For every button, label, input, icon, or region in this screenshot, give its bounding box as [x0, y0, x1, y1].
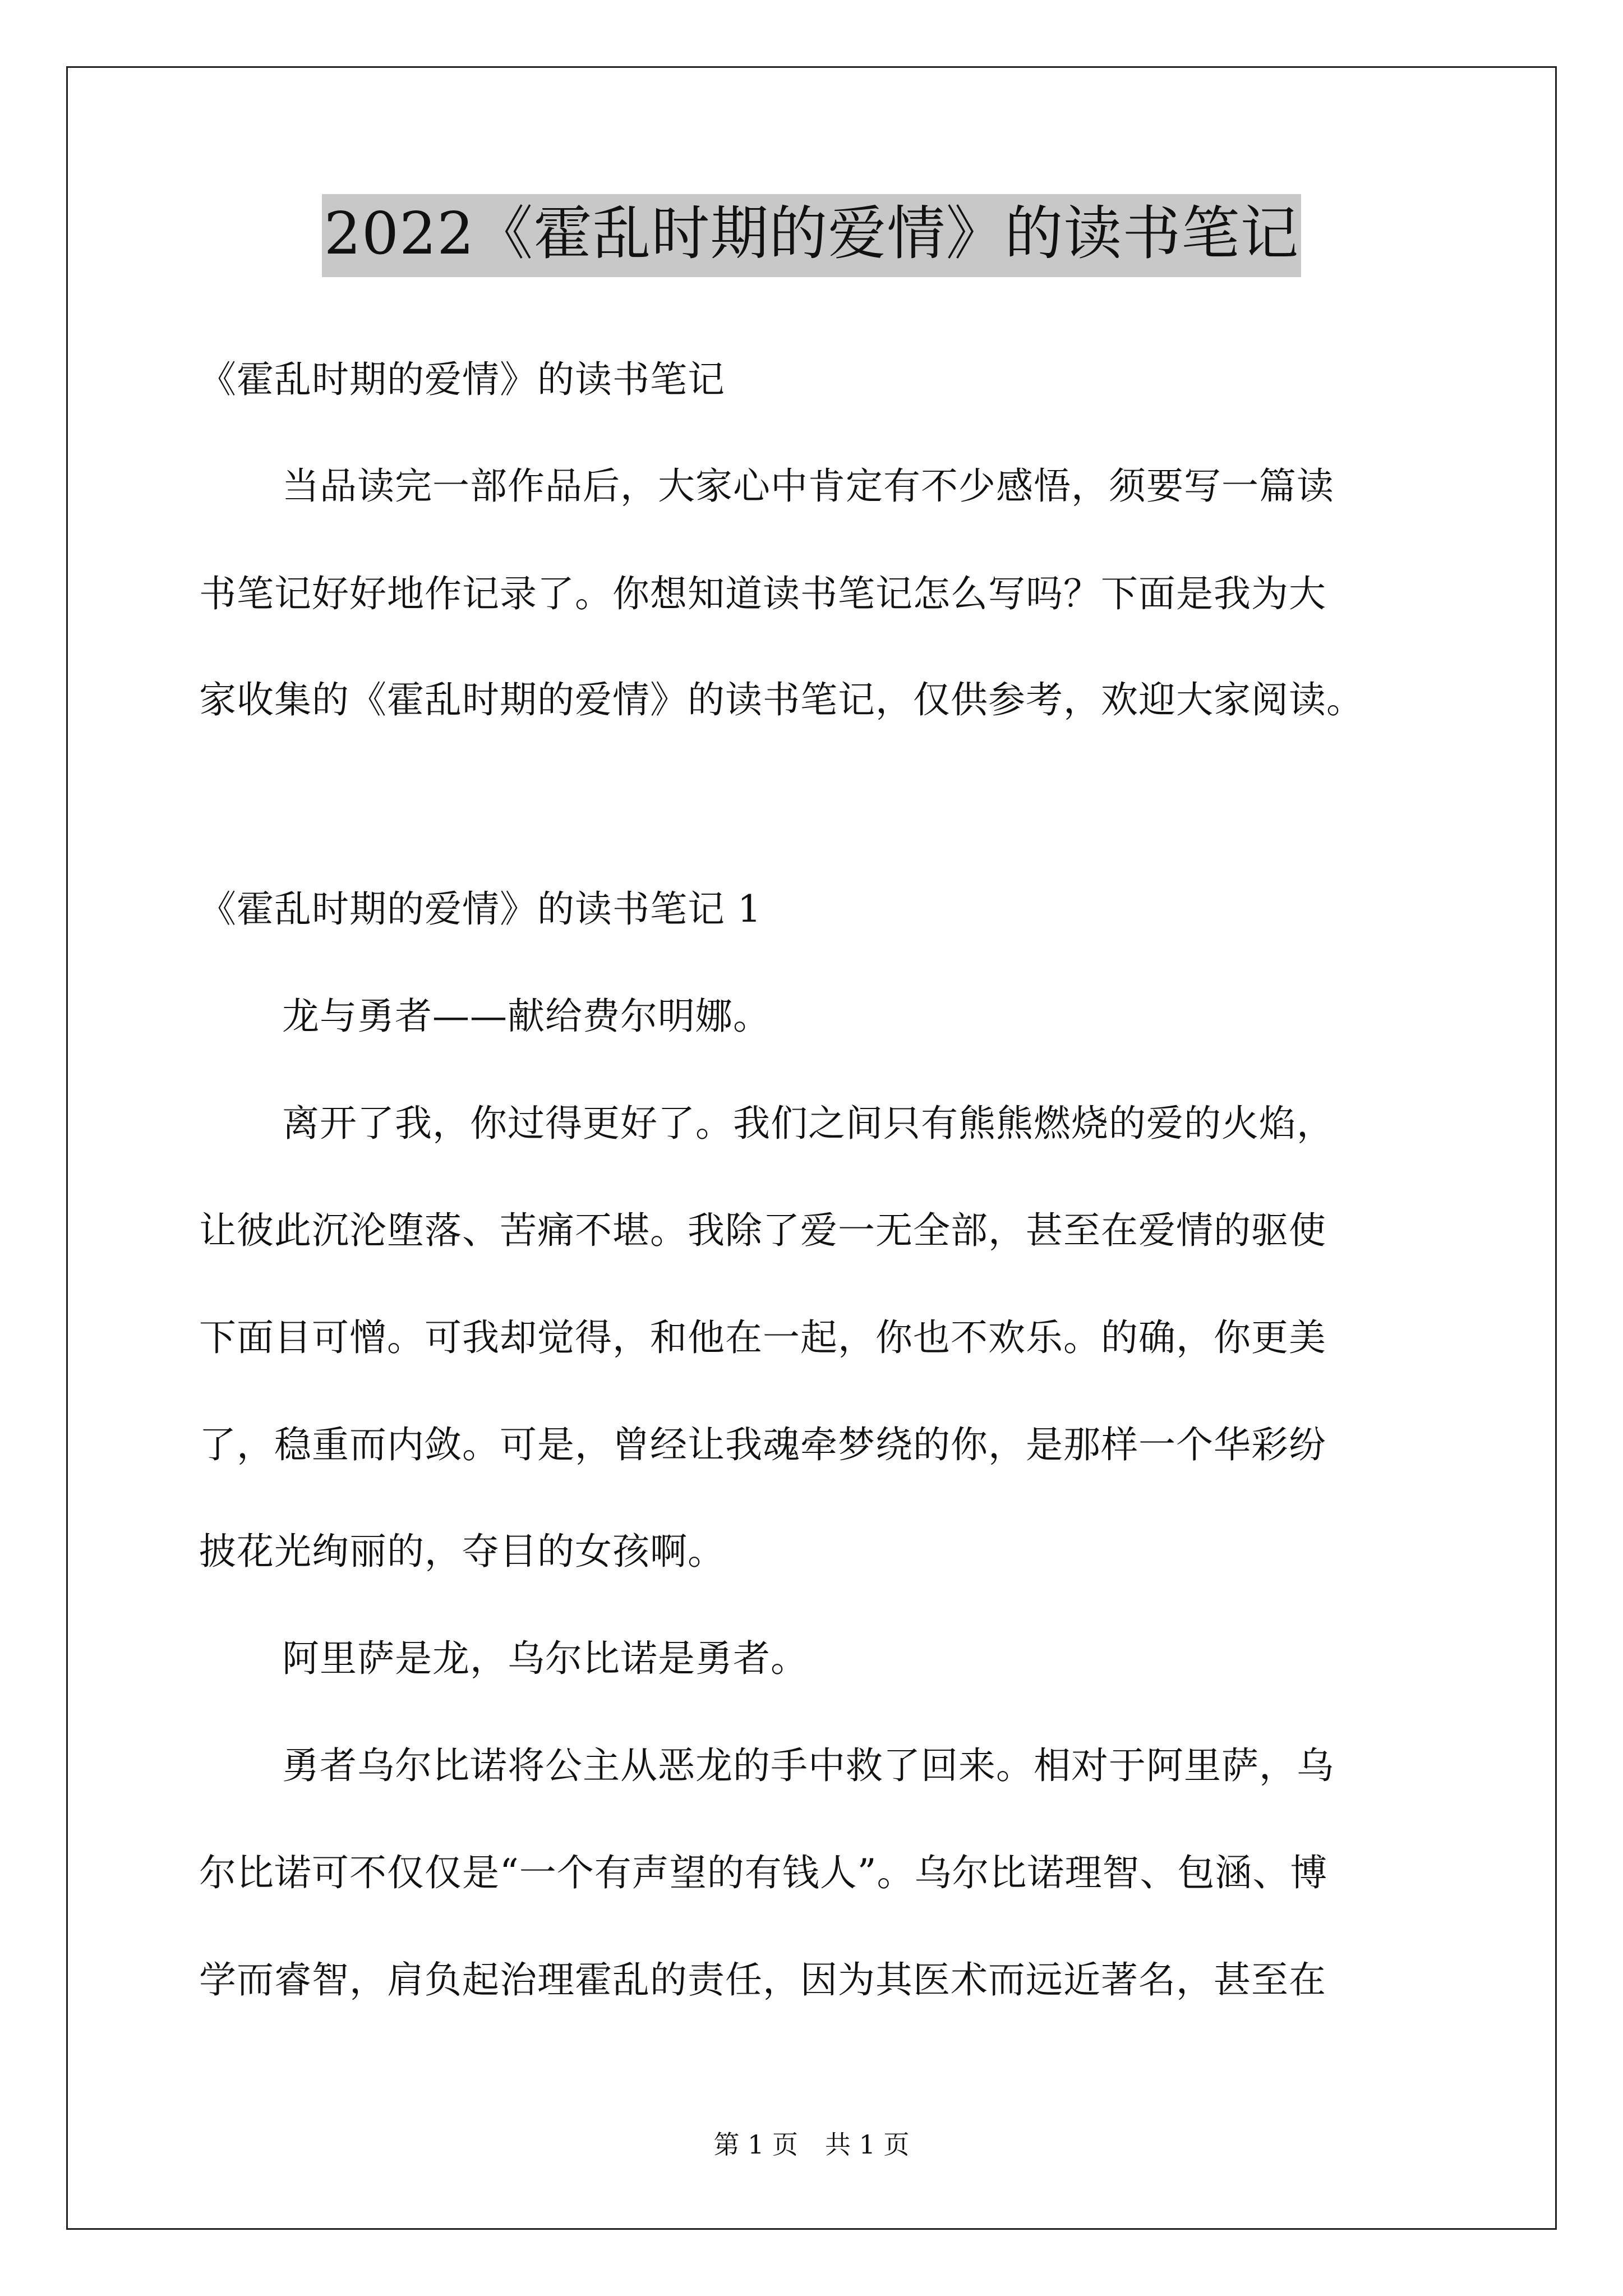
body-line: 披花光绚丽的，夺目的女孩啊。 [199, 1530, 725, 1573]
body-line: 让彼此沉沦堕落、苦痛不堪。我除了爱一无全部，甚至在爱情的驱使 [199, 1209, 1326, 1252]
page-footer [0, 2128, 1623, 2161]
page-total: 共 1 页 [825, 2129, 910, 2160]
body-line: 学而睿智，肩负起治理霍乱的责任，因为其医术而远近著名，甚至在 [199, 1958, 1326, 2001]
body-line: 龙与勇者——献给费尔明娜。 [282, 995, 771, 1038]
section-heading: 《霍乱时期的爱情》的读书笔记 1 [199, 887, 762, 931]
body-line: 当品读完一部作品后，大家心中肯定有不少感悟，须要写一篇读 [282, 464, 1334, 508]
body-line: 家收集的《霍乱时期的爱情》的读书笔记，仅供参考，欢迎大家阅读。 [199, 678, 1364, 721]
body-line: 离开了我，你过得更好了。我们之间只有熊熊燃烧的爱的火焰， [282, 1102, 1334, 1145]
body-line: 勇者乌尔比诺将公主从恶龙的手中救了回来。相对于阿里萨，乌 [282, 1744, 1334, 1787]
subtitle-line: 《霍乱时期的爱情》的读书笔记 [199, 358, 725, 401]
body-line: 下面目可憎。可我却觉得，和他在一起，你也不欢乐。的确，你更美 [199, 1316, 1326, 1359]
body-line: 书笔记好好地作记录了。你想知道读书笔记怎么写吗？下面是我为大 [199, 572, 1326, 615]
title-container [0, 194, 1623, 277]
body-line: 尔比诺可不仅仅是“一个有声望的有钱人”。乌尔比诺理智、包涵、博 [199, 1851, 1328, 1894]
page-number: 第 1 页 [713, 2129, 798, 2160]
body-line: 了，稳重而内敛。可是，曾经让我魂牵梦绕的你，是那样一个华彩纷 [199, 1423, 1326, 1466]
body-line: 阿里萨是龙，乌尔比诺是勇者。 [282, 1637, 808, 1680]
document-title: 2022《霍乱时期的爱情》的读书笔记 [322, 194, 1302, 277]
